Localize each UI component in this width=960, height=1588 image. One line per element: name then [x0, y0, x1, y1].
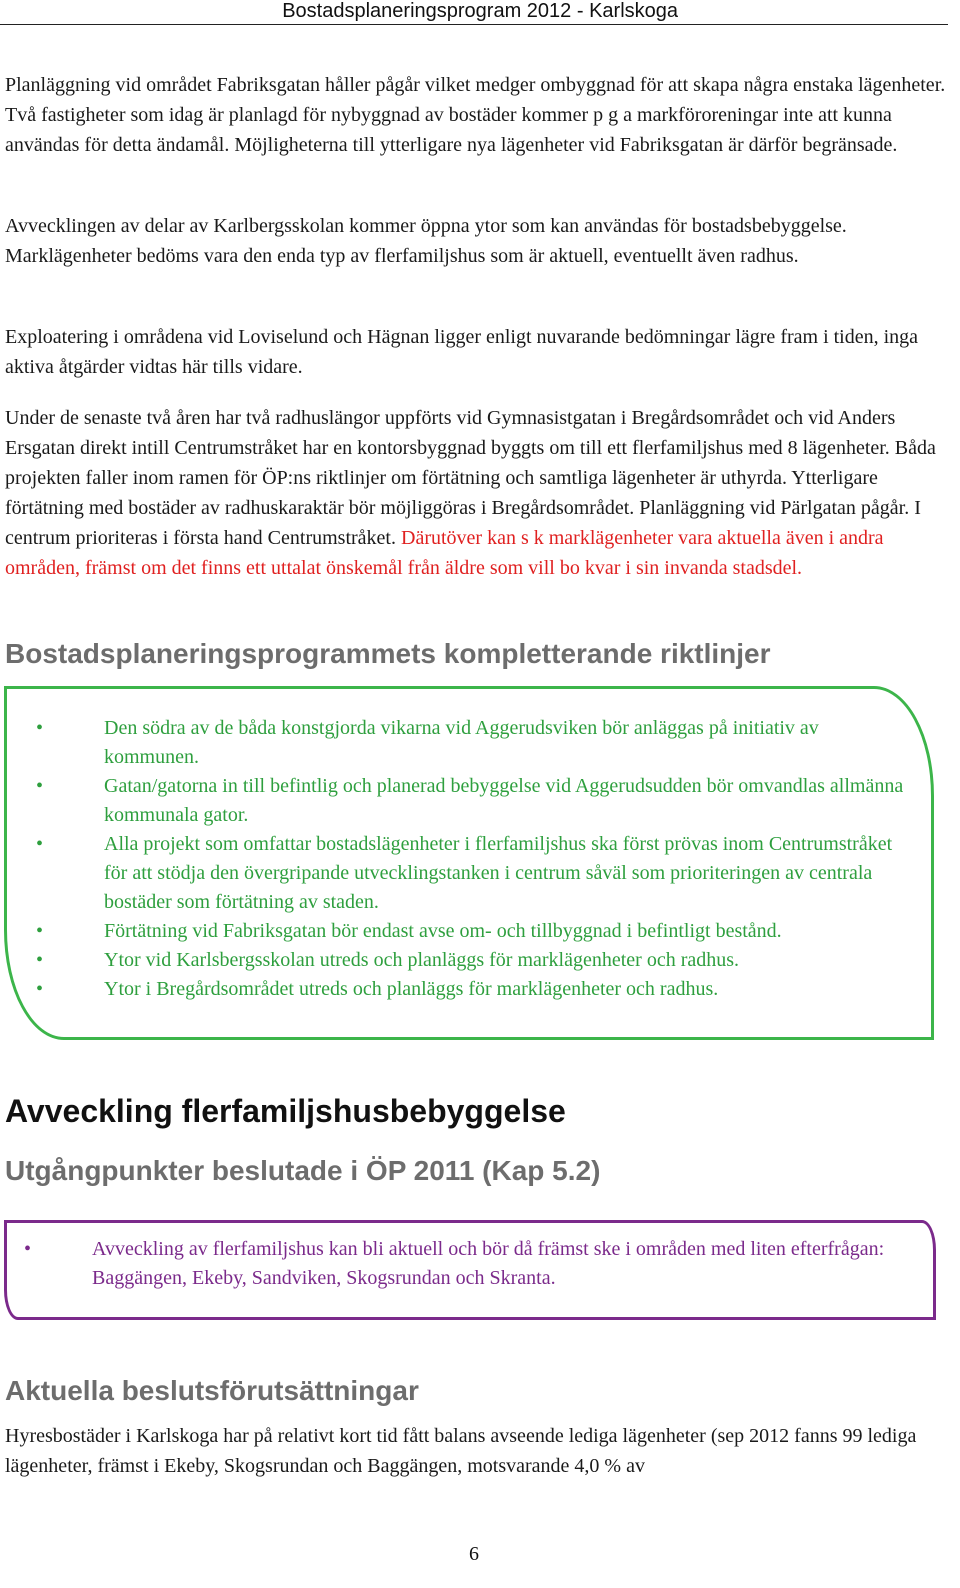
paragraph-bregardsomradet — [5, 403, 950, 583]
paragraph-loviselund: Exploatering i områdena vid Loviselund och Hägnan ligger enligt nuvarande bedömningar lägre fram i tiden, inga aktiva åtgärder vidtas här tills vidare. — [5, 326, 919, 378]
bullet-icon: • — [36, 717, 44, 739]
paragraph-hyresbostader: Hyresbostäder i Karlskoga har på relativt kort tid fått balans avseende lediga lägenheter (sep 2012 fanns 99 lediga lägenheter, främst i Ekeby, Skogsrundan och Baggängen, motsvarande 4,0 % av — [5, 1425, 917, 1477]
paragraph-fabriksgatan: Planläggning vid området Fabriksgatan håller pågår vilket medger ombyggnad för att skapa några enstaka lägenheter. Två fastigheter som idag är planlagd för nybyggnad av bostäder kommer p g a markföroreningar inte att kunna användas för detta ändamål. Möjligheterna till ytterligare nya lägenheter vid Fabriksgatan är därför begränsade. — [5, 74, 946, 156]
bullet-icon: • — [36, 833, 44, 855]
list-item: • Den södra av de båda konstgjorda vikarna vid Aggerudsviken bör anläggas på initiativ av kommunen. — [66, 714, 906, 772]
list-item: • Förtätning vid Fabriksgatan bör endast avse om- och tillbyggnad i befintligt bestånd. — [66, 917, 906, 946]
avveckling-list — [24, 1235, 894, 1293]
list-item: • Ytor vid Karlsbergsskolan utreds och planläggs för marklägenheter och radhus. — [66, 946, 906, 975]
bullet-icon: • — [36, 920, 44, 942]
heading-avveckling: Avveckling flerfamiljshusbebyggelse — [5, 1093, 566, 1129]
paragraph-red-text: Därutöver kan s k marklägenheter vara aktuella även i andra områden, främst om det finns ett uttalat önskemål från äldre som vill bo kvar i sin invanda stadsdel. — [5, 527, 884, 579]
heading-kompletterande-riktlinjer: Bostadsplaneringsprogrammets kompletterande riktlinjer — [5, 638, 771, 669]
heading-beslutsforutsattningar: Aktuella beslutsförutsättningar — [5, 1375, 419, 1406]
paragraph-karlbergsskolan: Avvecklingen av delar av Karlbergsskolan kommer öppna ytor som kan användas för bostadsbebyggelse. Marklägenheter bedöms vara den enda typ av flerfamiljshus som är aktuell, eventuellt även radhus. — [5, 215, 847, 267]
page-number: 6 — [469, 1543, 479, 1565]
bullet-icon: • — [36, 775, 44, 797]
list-item: • Alla projekt som omfattar bostadslägenheter i flerfamiljshus ska först prövas inom Centrumstråket för att stödja den övergripande utvecklingstanken i centrum såväl som prioriteringen av centrala bostäder som förtätning av staden. — [66, 830, 906, 917]
page-header — [0, 0, 948, 25]
list-item: • Gatan/gatorna in till befintlig och planerad bebyggelse vid Aggerudsudden bör omvandlas allmänna kommunala gator. — [66, 772, 906, 830]
list-item: • Ytor i Bregårdsområdet utreds och planläggs för marklägenheter och radhus. — [66, 975, 906, 1004]
guidelines-list — [36, 714, 906, 1004]
paragraph-text: Under de senaste två åren har två radhuslängor uppförts vid Gymnasistgatan i Bregårdsområdet och vid Anders Ersgatan direkt intill Centrumstråket har en kontorsbyggnad byggts om till ett flerfamiljshus med 8 lägenheter. Båda projekten faller inom ramen för ÖP:ns riktlinjer om förtätning och samtliga lägenheter är uthyrda. Ytterligare förtätning med bostäder av radhuskaraktär bör möjliggöras i Bregårdsområdet. Planläggning vid Pärlgatan pågår. I centrum prioriteras i första hand Centrumstråket. — [5, 407, 936, 549]
list-item: • Avveckling av flerfamiljshus kan bli aktuell och bör då främst ske i områden med liten efterfrågan: Baggängen, Ekeby, Sandviken, Skogsrundan och Skranta. — [54, 1235, 894, 1293]
bullet-icon: • — [24, 1238, 32, 1260]
bullet-icon: • — [36, 949, 44, 971]
bullet-icon: • — [36, 978, 44, 1000]
header-title: Bostadsplaneringsprogram 2012 - Karlskoga — [282, 0, 678, 22]
subheading-utgangspunkter: Utgångpunkter beslutade i ÖP 2011 (Kap 5.2) — [5, 1155, 601, 1186]
